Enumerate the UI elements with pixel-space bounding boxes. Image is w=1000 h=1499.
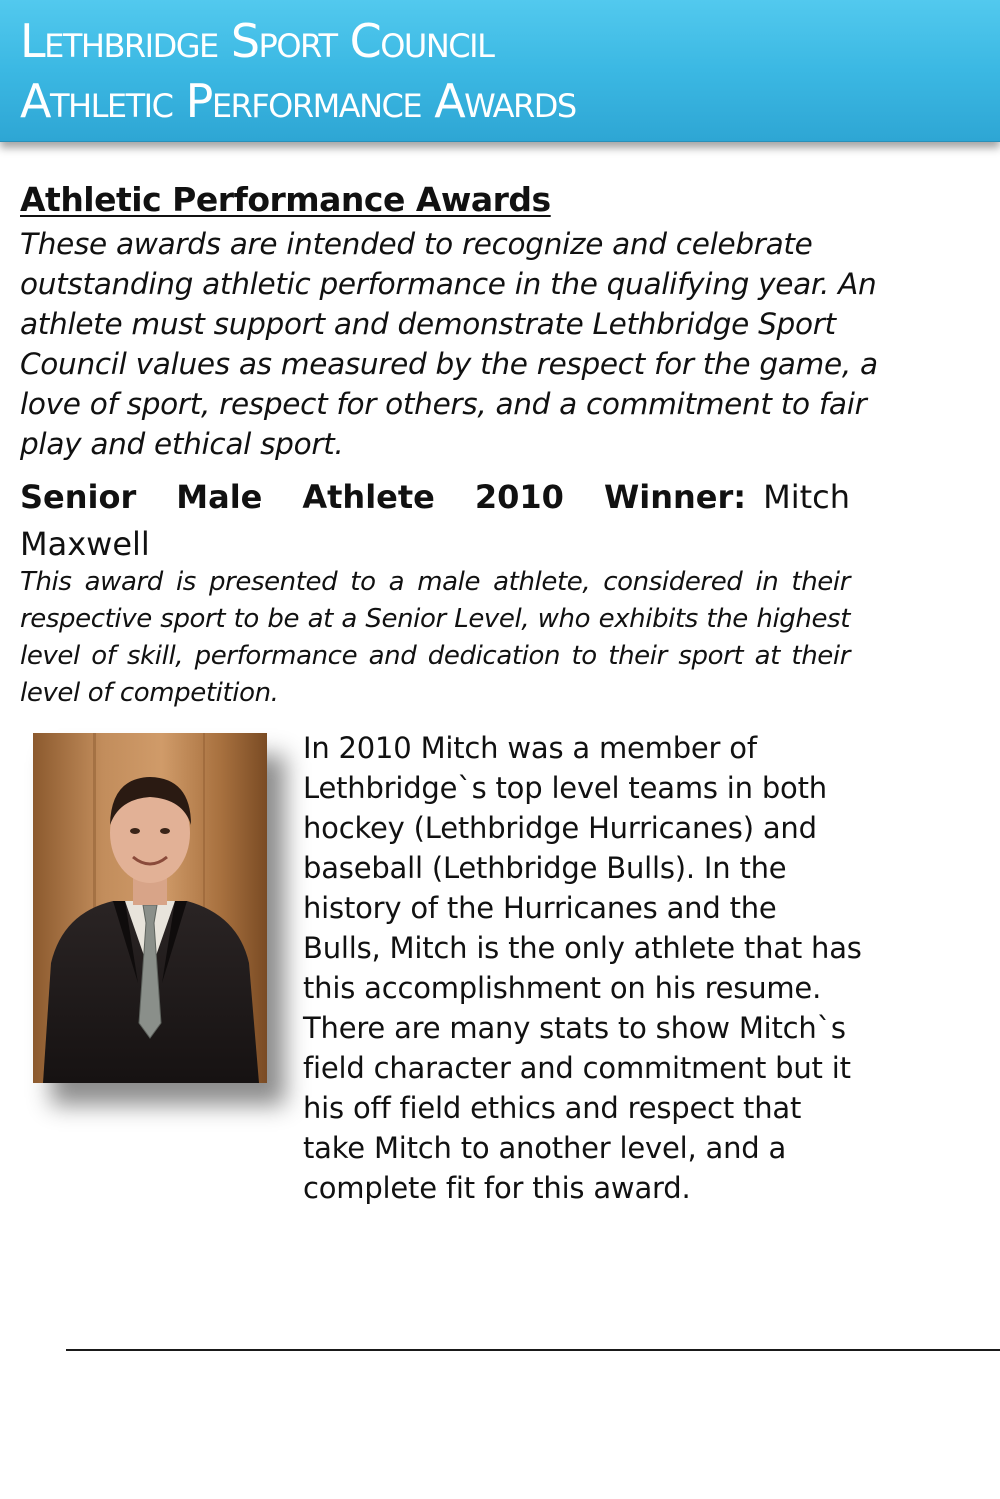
- section-heading: Athletic Performance Awards: [20, 180, 551, 219]
- header-title-line2: Athletic Performance Awards: [20, 74, 576, 128]
- athlete-photo: [33, 733, 267, 1083]
- award-description: This award is presented to a male athlete, considered in their respective sport to be at a Senior Level, who exhibits the highest level of skill, performance and dedication to their sport at their level of competition.: [20, 567, 850, 708]
- athlete-portrait-illustration: [33, 733, 267, 1083]
- footer-divider: [66, 1349, 1000, 1351]
- winner-name: Mitch Maxwell: [20, 478, 851, 563]
- award-label: Senior Male Athlete 2010 Winner:: [20, 478, 747, 516]
- header-title-line1: Lethbridge Sport Council: [20, 14, 494, 68]
- athlete-bio: In 2010 Mitch was a member of Lethbridge`s top level teams in both hockey (Lethbridge Hurricanes) and baseball (Lethbridge Bulls). In the history of the Hurricanes and the Bulls, Mitch is the only athlete that has this accomplishment on his resume. There are many stats to show Mitch`s field character and commitment but it his off field ethics and respect that take Mitch to another level, and a complete fit for this award.: [303, 731, 862, 1205]
- award-winner-line: [20, 474, 850, 568]
- header-banner: [0, 0, 1000, 142]
- intro-paragraph: These awards are intended to recognize and celebrate outstanding athletic performance in the qualifying year. An athlete must support and demonstrate Lethbridge Sport Council values as measured by the respect for the game, a love of sport, respect for others, and a commitment to fair play and ethical sport.: [20, 227, 878, 461]
